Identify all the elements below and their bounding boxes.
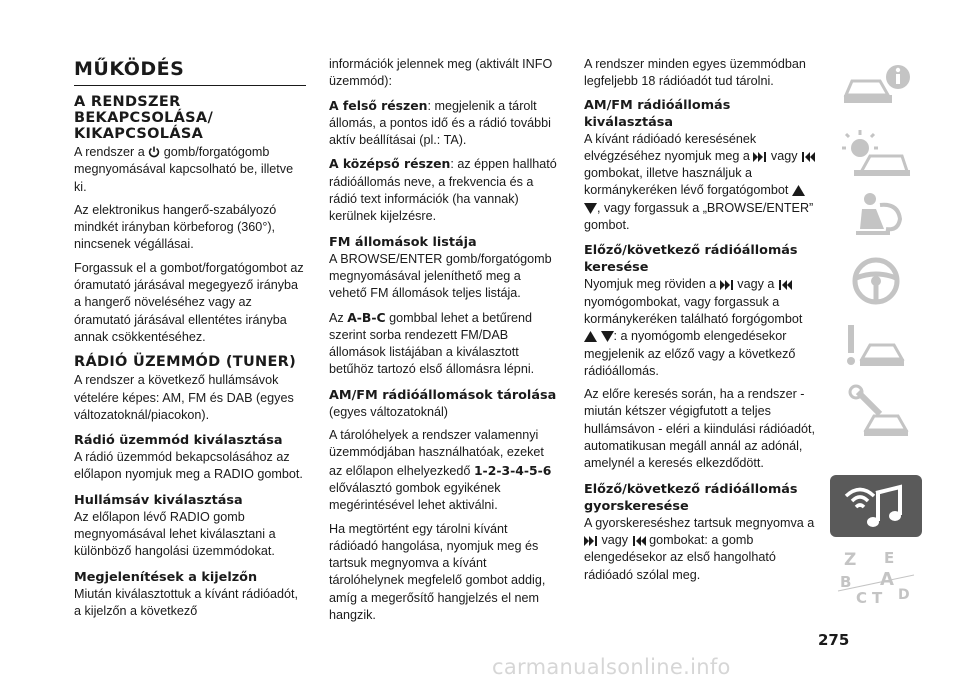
page-title: MŰKÖDÉS [74, 58, 306, 86]
text: nyomógombokat, vagy forgassuk a kormánykeréken található forgógombot [584, 294, 803, 326]
text: gomb/forgatógomb megnyomásával kapcsolható be, illetve ki. [74, 145, 294, 194]
tab-maintenance[interactable] [830, 380, 922, 442]
paragraph: Az elektronikus hangerő-szabályozó mindkét irányban körbeforog (360°), nincsenek végállásai. [74, 202, 277, 252]
index-letter: A [880, 569, 894, 590]
section-title-power: A RENDSZER BEKAPCSOLÁSA/ KIKAPCSOLÁSA [74, 94, 214, 142]
airbag-seat-icon [840, 189, 912, 243]
index-letter: T [872, 589, 883, 607]
column-3 [584, 56, 816, 590]
paragraph [329, 309, 560, 379]
paragraph: Forgassuk el a gombot/forgatógombot az óramutató járásával megegyező irányba a hangerő növeléséhez vagy az óramutató járásával ellentétes irányba annak csökkentéséhez. [74, 260, 304, 344]
bold-term: A középső részen [329, 156, 451, 172]
paragraph [329, 427, 560, 514]
multimedia-icon [840, 479, 912, 533]
wrench-car-icon [840, 384, 912, 438]
skip-back-icon [778, 280, 792, 290]
paragraph: A rádió üzemmód bekapcsolásához az előlapon nyomjuk meg a RADIO gombot. [74, 450, 303, 482]
paragraph [584, 131, 816, 235]
text: vagy a [733, 277, 778, 292]
paragraph: Az előre keresés során, ha a rendszer - miután kétszer végigfutott a teljes hullámsávon - eléri a kiindulási rádióadót, automatikusan megáll annál az adónál, amelynél a keresés elkezdődött. [584, 387, 816, 471]
index-letter: Z [844, 550, 857, 570]
paragraph [74, 144, 306, 196]
subheading: AM/FM rádióállomás kiválasztása [584, 97, 731, 130]
paragraph: A rendszer a következő hullámsávok vételére képes: AM, FM és DAB (egyes változatoknál/piacokon). [74, 373, 294, 422]
triangle-down-icon [601, 331, 614, 342]
tab-emergency[interactable] [830, 315, 922, 377]
section-title-tuner: RÁDIÓ ÜZEMMÓD (TUNER) [74, 354, 297, 371]
column-1 [74, 58, 306, 626]
index-letters-icon [834, 545, 918, 607]
paragraph [584, 515, 816, 584]
text: vagy [767, 148, 802, 163]
text: gombokat: a gomb elengedésekor az első hangolható rádióadó szólal meg. [584, 532, 776, 582]
bold-term: 1-2-3-4-5-6 [473, 462, 552, 478]
paragraph: Ha megtörtént egy tárolni kívánt rádióadó hangolása, nyomjuk meg és tartsuk megnyomva a kívánt tárolóhelynek megfelelő gombot addig, amíg a megerősítő hangjelzés el nem hangzik. [329, 521, 546, 623]
bold-term: A-B-C [347, 309, 386, 325]
skip-forward-icon [753, 152, 767, 162]
subheading: FM állomások listája [329, 234, 477, 250]
index-letter: B [840, 573, 852, 591]
skip-back-icon [632, 536, 646, 546]
text: vagy [598, 532, 632, 547]
paragraph [584, 276, 816, 380]
triangle-up-icon [584, 331, 597, 342]
index-letter: E [884, 549, 895, 567]
subheading: Előző/következő rádióállomás gyorskeresése [584, 481, 798, 514]
text: : megjelenik a tárolt állomás, a pontos idő és a rádió további aktív beállításai (pl.: TA). [329, 98, 551, 148]
text: : a nyomógomb elengedésekor megjelenik az előző vagy a következő rádióállomás. [584, 329, 796, 378]
text: : az éppen hallható rádióállomás neve, a frekvencia és a rádió text információk (ha vannak) kerülnek kijelzésre. [329, 157, 557, 224]
subheading: Előző/következő rádióállomás keresése [584, 243, 798, 276]
index-letter: D [898, 587, 910, 603]
bold-term: A felső részen [329, 97, 428, 113]
column-2 [329, 56, 560, 630]
warning-light-icon [840, 124, 912, 178]
paragraph: Az előlapon lévő RADIO gomb megnyomásával lehet kiválasztani a különböző hangolási üzemmódokat. [74, 509, 276, 559]
paragraph: (egyes változatoknál) [329, 404, 449, 419]
tab-index[interactable] [830, 545, 922, 607]
paragraph: A BROWSE/ENTER gomb/forgatógomb megnyomásával jeleníthető meg a vehető FM állomások teljes listája. [329, 251, 552, 301]
text: gombokat, illetve használjuk a kormánykeréken lévő forgatógombot [584, 166, 792, 198]
watermark: carmanualsonline.info [492, 655, 731, 679]
car-info-icon [840, 61, 912, 111]
text: A gyorskereséshez tartsuk megnyomva a [584, 515, 815, 530]
text: A kívánt rádióadó keresésének elvégzéséhez nyomjuk meg a [584, 131, 757, 163]
paragraph [329, 155, 560, 225]
text: A tárolóhelyek a rendszer valamennyi üzemmódjában használhatóak, ezeket az előlapon elhelyezkedő [329, 428, 544, 478]
paragraph [329, 97, 560, 150]
subheading: Rádió üzemmód kiválasztása [74, 433, 283, 449]
triangle-up-icon [792, 185, 805, 196]
tab-multimedia[interactable] [830, 475, 922, 537]
subheading: Hullámsáv kiválasztása [74, 492, 243, 508]
text: Nyomjuk meg röviden a [584, 277, 720, 292]
text: A rendszer a [74, 145, 149, 159]
chapter-sidebar [830, 55, 922, 615]
page-number: 275 [818, 631, 850, 649]
text: gombbal lehet a betűrend szerint sorba rendezett FM/DAB állomások listájában a kiválasztott betűhöz tartozó első állomásra lépni. [329, 310, 535, 377]
text: előválasztó gombok egyikének megérintésével lehet aktiválni. [329, 480, 501, 513]
power-icon [148, 146, 160, 158]
paragraph: Miután kiválasztottuk a kívánt rádióadót, a kijelzőn a következő [74, 586, 299, 618]
index-letter: C [856, 589, 868, 607]
text: Az [329, 310, 348, 325]
triangle-down-icon [584, 203, 597, 214]
skip-forward-icon [720, 280, 734, 290]
skip-forward-icon [584, 536, 598, 546]
subheading: Megjelenítések a kijelzőn [74, 569, 258, 585]
text: , vagy forgassuk a „BROWSE/ENTER” gombot. [584, 200, 814, 233]
steering-wheel-icon [840, 254, 912, 308]
tab-warning-lights[interactable] [830, 120, 922, 182]
paragraph: információk jelennek meg (aktivált INFO üzemmód): [329, 57, 553, 89]
skip-back-icon [801, 152, 815, 162]
subheading: AM/FM rádióállomások tárolása [329, 387, 557, 403]
tab-driving[interactable] [830, 250, 922, 312]
tab-car-info[interactable] [830, 55, 922, 117]
paragraph: A rendszer minden egyes üzemmódban legfeljebb 18 rádióadót tud tárolni. [584, 57, 806, 89]
tab-safety[interactable] [830, 185, 922, 247]
car-breakdown-icon [840, 319, 912, 373]
